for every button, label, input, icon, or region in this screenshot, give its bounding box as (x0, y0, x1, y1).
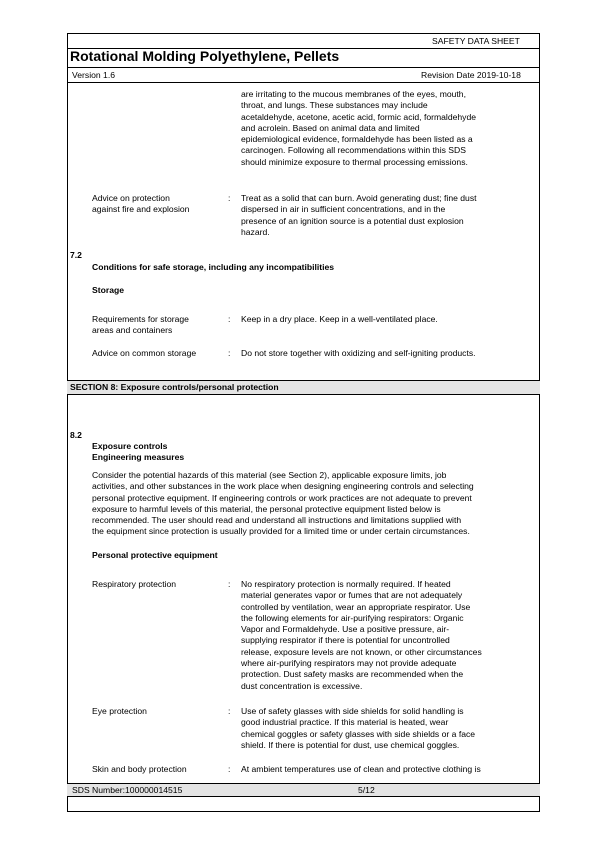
title-divider (67, 67, 540, 68)
fire-value-line: Treat as a solid that can burn. Avoid generating dust; fine dust (241, 193, 477, 203)
storage-requirements-value: Keep in a dry place. Keep in a well-ventilated place. (241, 314, 438, 324)
section-number-7-2: 7.2 (70, 250, 82, 260)
resp-line: Vapor and Formaldehyde. Use a positive pressure, air- (241, 624, 450, 635)
storage-requirements-label (92, 314, 189, 337)
resp-line: controlled by ventilation, wear an appropriate respirator. Use (241, 601, 471, 612)
resp-line: No respiratory protection is normally required. If heated (241, 579, 451, 589)
colon: : (228, 314, 231, 324)
resp-line: supplying respirator if there is potential for uncontrolled (241, 635, 450, 646)
eye-line: Use of safety glasses with side shields for solid handling is (241, 706, 464, 716)
resp-line: release, exposure levels are not known, or other circumstances (241, 646, 482, 657)
continued-line: epidemiological evidence, formaldehyde has been listed as a (241, 134, 473, 145)
version-label: Version 1.6 (72, 70, 115, 80)
sds-number: SDS Number:100000014515 (72, 785, 183, 795)
continued-paragraph (241, 89, 476, 168)
resp-line: protection. Dust safety masks are recommended when the (241, 669, 464, 680)
eye-line: shield. If there is potential for dust, use chemical goggles. (241, 739, 460, 750)
section-number-8-2: 8.2 (70, 430, 82, 440)
page-number: 5/12 (358, 785, 375, 795)
ppe-heading: Personal protective equipment (92, 550, 218, 560)
skin-protection-label: Skin and body protection (92, 764, 187, 774)
colon: : (228, 764, 231, 774)
continued-line: and acrolein. Based on animal data and limited (241, 122, 420, 133)
fire-value-line: presence of an ignition source is a potential dust explosion (241, 215, 464, 226)
colon: : (228, 706, 231, 716)
revision-date: Revision Date 2019-10-18 (421, 70, 521, 80)
resp-line: dust concentration is excessive. (241, 680, 363, 691)
eye-line: good industrial practice. If this material is heated, wear (241, 717, 449, 728)
skin-protection-value: At ambient temperatures use of clean and protective clothing is (241, 764, 481, 774)
section-8-header (67, 380, 540, 395)
req-label-line: Requirements for storage (92, 314, 189, 324)
fire-explosion-value (241, 193, 477, 238)
storage-subheading: Storage (92, 285, 124, 295)
resp-line: where air-purifying respirators may not provide adequate (241, 658, 457, 669)
engineering-measures-heading: Engineering measures (92, 452, 185, 462)
continued-line: are irritating to the mucous membranes of the eyes, mouth, (241, 89, 466, 99)
colon: : (228, 193, 231, 203)
eye-protection-label: Eye protection (92, 706, 147, 716)
continued-line: acetaldehyde, acetone, acetic acid, formic acid, formaldehyde (241, 111, 477, 122)
section-8-title: SECTION 8: Exposure controls/personal protection (70, 382, 279, 392)
paragraph-line: exposure to harmful levels of this material, the personal protective equipment listed below is (92, 503, 441, 514)
fire-label-line: against fire and explosion (92, 204, 190, 215)
paragraph-line: the equipment since protection is usually provided for a limited time or under certain circumstances. (92, 526, 470, 537)
respiratory-value (241, 579, 482, 692)
engineering-paragraph (92, 470, 474, 538)
colon: : (228, 579, 231, 589)
colon: : (228, 348, 231, 358)
paragraph-line: recommended. The user should read and understand all instructions and limitations supplied with (92, 515, 462, 526)
eye-line: chemical goggles or safety glasses with side shields or a face (241, 728, 476, 739)
paragraph-line: activities, and other substances in the work place when designing engineering controls and selecting (92, 481, 474, 492)
version-divider (67, 82, 540, 83)
continued-line: carcinogen. Following all recommendations within this SDS (241, 145, 466, 156)
fire-value-line: dispersed in air in sufficient concentrations, and in the (241, 204, 446, 215)
common-storage-label: Advice on common storage (92, 348, 197, 358)
doc-type-label: SAFETY DATA SHEET (432, 36, 520, 46)
resp-line: the following elements for air-purifying respirators: Organic (241, 612, 464, 623)
product-title: Rotational Molding Polyethylene, Pellets (70, 48, 340, 64)
common-storage-value: Do not store together with oxidizing and self-igniting products. (241, 348, 476, 358)
paragraph-line: Consider the potential hazards of this material (see Section 2), applicable exposure limits, job (92, 470, 447, 480)
respiratory-label: Respiratory protection (92, 579, 177, 589)
storage-heading: Conditions for safe storage, including any incompatibilities (92, 262, 335, 272)
fire-label-line: Advice on protection (92, 193, 170, 203)
continued-line: should minimize exposure to thermal processing emissions. (241, 156, 468, 167)
paragraph-line: personal protective equipment. If engineering controls or work practices are not adequate to prevent (92, 492, 472, 503)
exposure-controls-heading: Exposure controls (92, 441, 168, 451)
continued-line: throat, and lungs. These substances may include (241, 100, 428, 111)
fire-explosion-label (92, 193, 189, 216)
resp-line: material generates vapor or fumes that are not adequately (241, 590, 463, 601)
eye-protection-value (241, 706, 475, 751)
fire-value-line: hazard. (241, 226, 270, 237)
req-label-line: areas and containers (92, 325, 173, 336)
